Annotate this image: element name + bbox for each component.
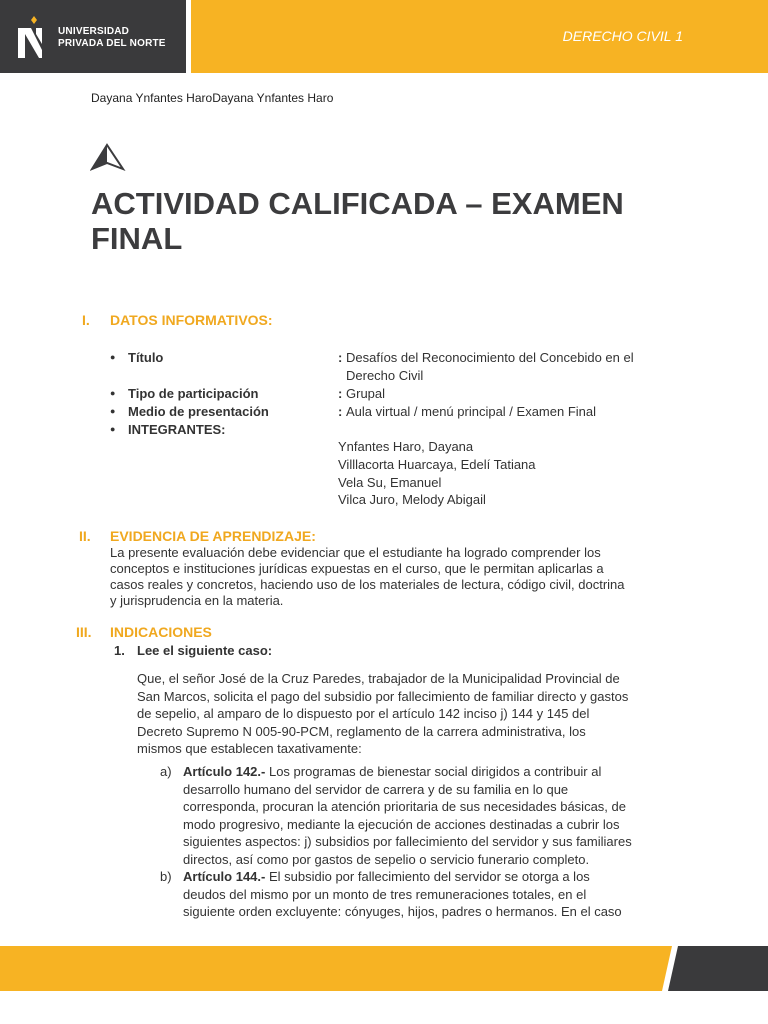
info-label-participation: Tipo de participación	[128, 386, 259, 401]
page-footer-bar	[0, 946, 768, 991]
section-1-number: I.	[82, 312, 90, 328]
info-label-members: INTEGRANTES:	[128, 422, 226, 437]
article-a-heading: Artículo 142.-	[183, 764, 266, 779]
section-1-title: DATOS INFORMATIVOS:	[110, 312, 273, 328]
member-3: Vela Su, Emanuel	[338, 475, 442, 490]
step-label: Lee el siguiente caso:	[137, 643, 273, 658]
evidence-line: La presente evaluación debe evidenciar que el estudiante ha logrado comprender los	[110, 545, 601, 560]
colon: :	[338, 404, 343, 419]
info-value-title-1: Desafíos del Reconocimiento del Concebido en el	[346, 350, 634, 365]
section-2-title: EVIDENCIA DE APRENDIZAJE:	[110, 528, 316, 544]
header-bar	[191, 0, 768, 73]
colon: :	[338, 350, 343, 365]
evidence-line: y jurisprudencia en la materia.	[110, 593, 284, 608]
section-3-number: III.	[76, 624, 92, 640]
article-a-first: Los programas de bienestar social dirigidos a contribuir al	[265, 764, 602, 779]
case-line: de sepelio, al amparo de lo dispuesto por el artículo 142 inciso j) 144 y 145 del	[137, 706, 590, 721]
logo-text	[58, 26, 166, 50]
case-line: Que, el señor José de la Cruz Paredes, trabajador de la Municipalidad Provincial de	[137, 671, 620, 686]
page-header	[0, 0, 768, 73]
article-b-text	[183, 868, 675, 921]
article-line: deudos del mismo por un monto de tres remuneraciones totales, en el	[183, 886, 587, 902]
case-line: San Marcos, solicita el pago del subsidio por fallecimiento de familiar directo y gastos	[137, 688, 629, 704]
member-2: Villlacorta Huarcaya, Edelí Tatiana	[338, 457, 536, 472]
member-4: Vilca Juro, Melody Abigail	[338, 492, 486, 507]
member-1: Ynfantes Haro, Dayana	[338, 439, 474, 454]
navigation-arrow-icon	[90, 142, 126, 172]
step-number: 1.	[114, 643, 125, 658]
info-value-participation: Grupal	[346, 386, 386, 401]
upn-logo-icon	[14, 14, 50, 62]
colon: :	[338, 386, 343, 401]
case-paragraph	[137, 670, 675, 758]
section-3-title: INDICACIONES	[110, 624, 212, 640]
article-b-first: El subsidio por fallecimiento del servidor se otorga a los	[265, 869, 590, 884]
article-line: modo progresivo, mediante la ejecución de acciones destinadas a cubrir los	[183, 816, 620, 832]
bullet-icon: ●	[110, 388, 116, 398]
bullet-icon: ●	[110, 352, 116, 362]
evidence-paragraph	[110, 545, 676, 609]
title-line-1: ACTIVIDAD CALIFICADA – EXAMEN	[91, 186, 624, 221]
article-b-heading: Artículo 144.-	[183, 869, 266, 884]
evidence-line: conceptos e instituciones jurídicas expuestas en el curso, que le permitan aplicarlas a	[110, 561, 604, 576]
info-value-medium: Aula virtual / menú principal / Examen Final	[346, 404, 597, 419]
section-2-number: II.	[79, 528, 91, 544]
article-b-letter: b)	[160, 869, 172, 884]
info-value-title-2: Derecho Civil	[346, 368, 424, 383]
university-logo	[0, 0, 186, 73]
article-line: siguiente orden excluyente: cónyuges, hijos, padres o hermanos. En el caso	[183, 904, 622, 919]
article-a-letter: a)	[160, 764, 172, 779]
article-line	[183, 763, 675, 781]
article-line: siguientes aspectos: j) subsidios por fallecimiento del servidor y sus familiares	[183, 834, 632, 849]
evidence-line: casos reales y concretos, haciendo uso de los materiales de lectura, código civil, doctrina	[110, 577, 625, 592]
author-name: Dayana Ynfantes HaroDayana Ynfantes Haro	[91, 91, 334, 105]
bullet-icon: ●	[110, 424, 116, 434]
logo-line-1: UNIVERSIDAD	[58, 26, 130, 37]
case-line: Decreto Supremo N 005-90-PCM, reglamento de la carrera administrativa, los	[137, 723, 586, 739]
info-label-title: Título	[128, 350, 164, 365]
article-a-text	[183, 763, 675, 868]
article-line: directos, así como por gastos de sepelio o servicio funerario completo.	[183, 851, 590, 867]
title-line-2: FINAL	[91, 221, 183, 256]
logo-line-2: PRIVADA DEL NORTE	[58, 38, 166, 49]
info-label-medium: Medio de presentación	[128, 404, 269, 419]
article-line	[183, 868, 675, 886]
document-title	[91, 186, 691, 256]
article-line: desarrollo humano del servidor de carrera y de su familia en lo que	[183, 781, 569, 797]
bullet-icon: ●	[110, 406, 116, 416]
article-line: corresponda, procuran la atención prioritaria de sus necesidades básicas, de	[183, 799, 626, 814]
course-title: DERECHO CIVIL 1	[562, 28, 683, 44]
case-line: mismos que establecen taxativamente:	[137, 741, 362, 756]
